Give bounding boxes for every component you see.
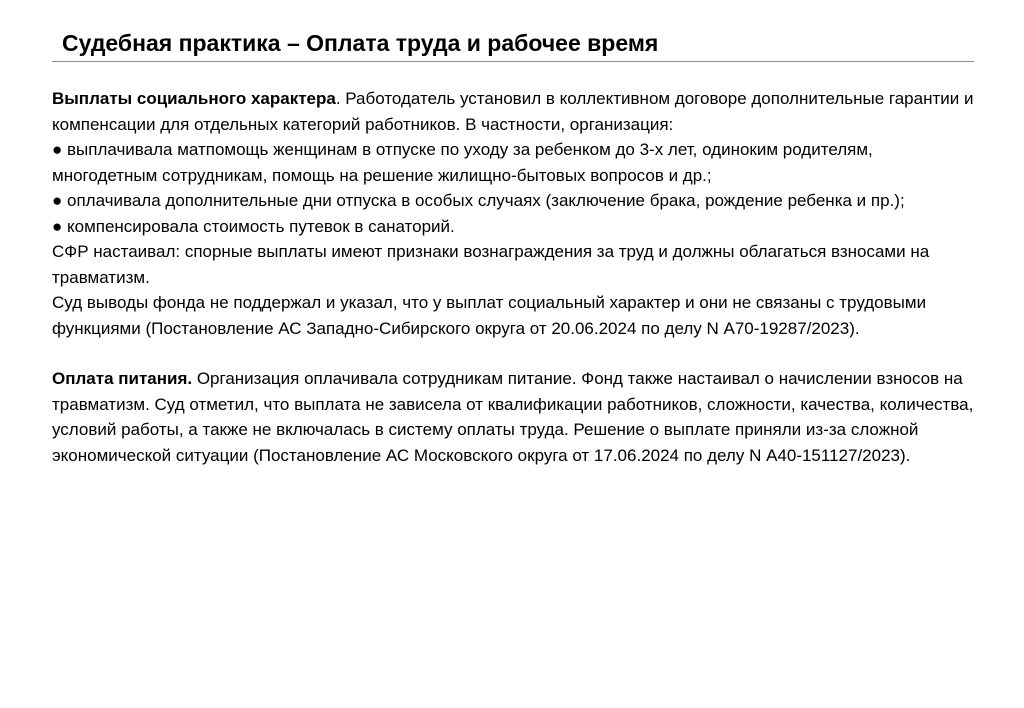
section-meal-payment-text: Организация оплачивала сотрудникам питание. Фонд также настаивал о начислении взносов на травматизм. Суд отметил, что выплата не зависела от квалификации работников, сложности, качества, количества, условий работы, а также не включалась в систему оплаты труда. Решение о выплате приняли из-за сложной экономической ситуации (Постановление АС Московского округа от 17.06.2024 по делу N А40-151127/2023).: [52, 369, 974, 465]
page-content: [52, 86, 974, 468]
bullet-item: ● выплачивала матпомощь женщинам в отпуске по уходу за ребенком до 3-х лет, одиноким родителям, многодетным сотрудникам, помощь на решение жилищно-бытовых вопросов и др.;: [52, 140, 873, 185]
section-meal-payment: [52, 366, 974, 468]
paragraph-gap: [52, 341, 974, 366]
title-divider: [52, 61, 974, 62]
section-social-payments-heading: Выплаты социального характера: [52, 89, 336, 108]
bullet-item: ● оплачивала дополнительные дни отпуска в особых случаях (заключение брака, рождение ребенка и пр.);: [52, 191, 905, 210]
section-social-payments-intro-text: . Работодатель установил в коллективном договоре дополнительные гарантии и компенсации для отдельных категорий работников. В частности, организация:: [52, 89, 974, 134]
section-social-payments-intro: [52, 86, 974, 137]
sfr-position-text: СФР настаивал: спорные выплаты имеют признаки вознаграждения за труд и должны облагаться взносами на травматизм.: [52, 242, 930, 287]
court-decision-text: Суд выводы фонда не поддержал и указал, что у выплат социальный характер и они не связаны с трудовыми функциями (Постановление АС Западно-Сибирского округа от 20.06.2024 по делу N А70-19287/2023).: [52, 293, 927, 338]
bullet-item: ● компенсировала стоимость путевок в санаторий.: [52, 216, 455, 236]
section-meal-payment-heading: Оплата питания.: [52, 369, 193, 388]
page-title: Судебная практика – Оплата труда и рабочее время: [62, 30, 659, 56]
